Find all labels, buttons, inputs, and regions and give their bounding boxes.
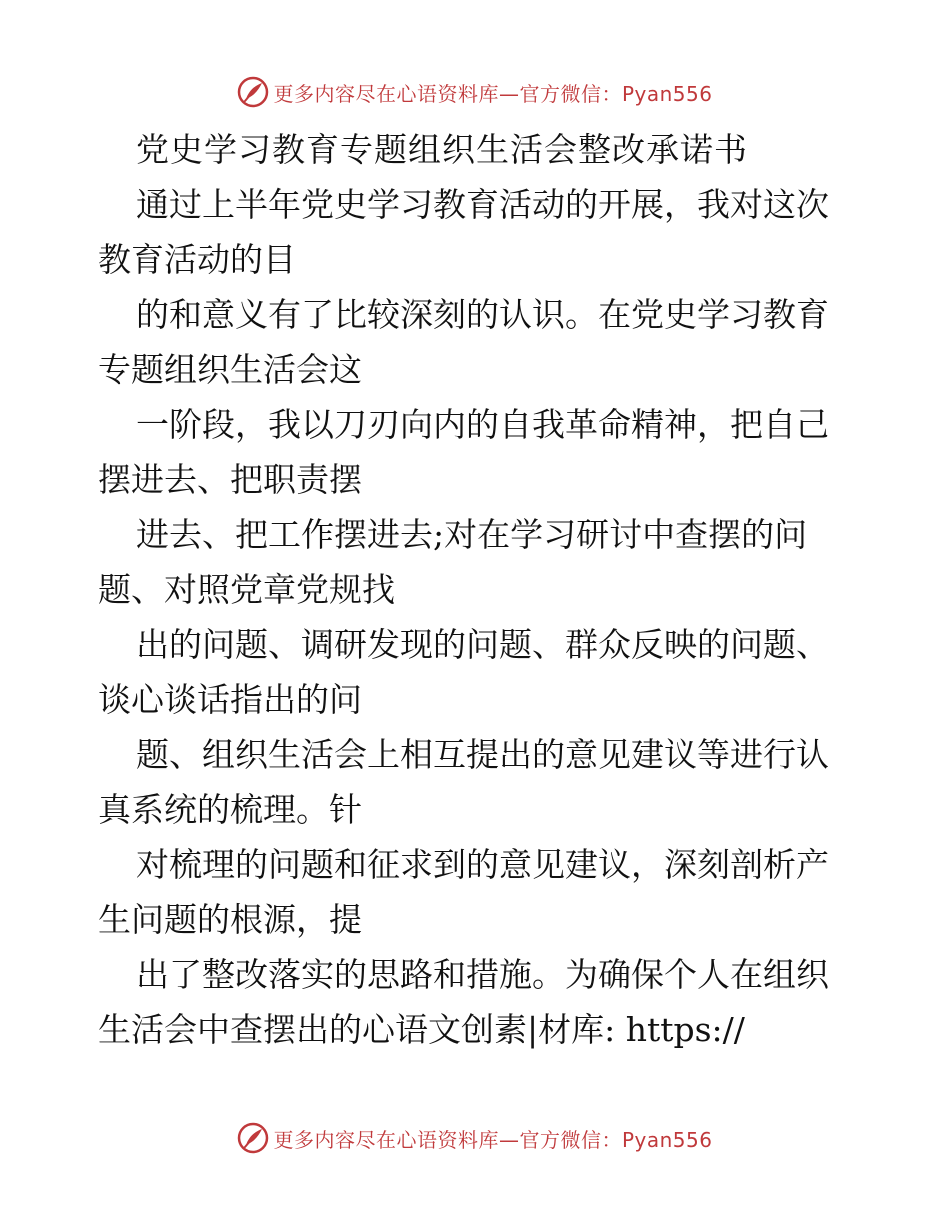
- text-line: 出的问题、调研发现的问题、群众反映的问题、: [136, 625, 829, 664]
- watermark-banner-bottom: [0, 1118, 950, 1158]
- text-line: 专题组织生活会这: [98, 350, 362, 389]
- text-line: 题、对照党章党规找: [98, 570, 395, 609]
- text-line: 一阶段，我以刀刃向内的自我革命精神，把自己: [136, 405, 829, 444]
- watermark-text: 更多内容尽在心语资料库—官方微信：Pyan556: [273, 81, 713, 106]
- watermark-text: 更多内容尽在心语资料库—官方微信：Pyan556: [273, 1127, 713, 1152]
- text-line: 出了整改落实的思路和措施。为确保个人在组织: [136, 955, 829, 994]
- document-body: [98, 122, 858, 1057]
- text-line: 生活会中查摆出的心语文创素|材库: https://: [98, 1010, 745, 1049]
- text-line: 对梳理的问题和征求到的意见建议，深刻剖析产: [136, 845, 829, 884]
- text-line: 题、组织生活会上相互提出的意见建议等进行认: [136, 735, 829, 774]
- text-line: 谈心谈话指出的问: [98, 680, 362, 719]
- text-line: 摆进去、把职责摆: [98, 460, 362, 499]
- watermark-banner-top: [0, 72, 950, 112]
- text-line: 的和意义有了比较深刻的认识。在党史学习教育: [136, 295, 829, 334]
- text-line: 生问题的根源，提: [98, 900, 362, 939]
- text-line: 通过上半年党史学习教育活动的开展，我对这次: [136, 185, 829, 224]
- document-title: 党史学习教育专题组织生活会整改承诺书: [136, 130, 748, 169]
- text-line: 进去、把工作摆进去;对在学习研讨中查摆的问: [136, 515, 808, 554]
- feather-pen-icon: [237, 76, 269, 108]
- text-line: 真系统的梳理。针: [98, 790, 362, 829]
- feather-pen-icon: [237, 1122, 269, 1154]
- text-line: 教育活动的目: [98, 240, 296, 279]
